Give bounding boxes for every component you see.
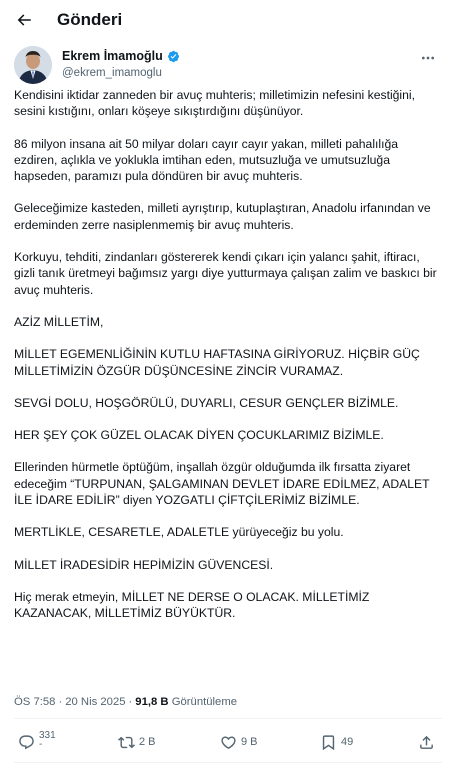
reply-button[interactable] (18, 725, 56, 759)
reply-bubble-icon (18, 734, 35, 751)
tweet-paragraph: Kendisini iktidar zanneden bir avuç muhteris; milletimizin nefesini kestiğini, sesini kıstığını, onları köşeye sıkıştırdığını düşünüyor. (14, 88, 416, 119)
divider (14, 718, 442, 719)
arrow-left-icon (15, 11, 33, 29)
tweet-paragraph: SEVGİ DOLU, HOŞGÖRÜLÜ, DUYARLI, CESUR GENÇLER BİZİMLE. (14, 395, 399, 410)
tweet-paragraph: Hiç merak etmeyin, MİLLET NE DERSE O OLACAK. MİLLETİMİZ KAZANACAK, MİLLETİMİZ BÜYÜKTÜR. (14, 589, 370, 621)
bookmark-button[interactable] (320, 725, 353, 759)
tweet-paragraph: Korkuyu, tehditi, zindanları göstererek kendi çıkarı için yalancı şahit, iftiracı, gizli tanık üretmeyi bağımsız yargı diye yutturmaya çalışan zalim ve baskıcı bir avuç muhteris. (14, 250, 437, 297)
tweet-paragraph: Ellerinden hürmetle öptüğüm, inşallah özgür olduğumda ilk fırsatta ziyaret edeceğim “TURPUNAN, ŞALGAMINAN DEVLET İDARE EDİLMEZ, ADALET İLE İDARE EDİLİR” diyen YOZGATLI ÇİFTÇİLERİMİZ BİZİMLE. (14, 460, 430, 508)
author-name[interactable]: Ekrem İmamoğlu (62, 49, 163, 63)
views-label: Görüntüleme (171, 696, 238, 708)
avatar[interactable] (14, 46, 52, 84)
tweet-text (14, 87, 442, 638)
tweet-paragraph: 86 milyon insana ait 50 milyar doları cayır cayır yakan, milleti pahalılığa ezdiren, açlıkla ve yoklukla imtihan eden, mutsuzluğa ve umutsuzluğa hapseden, paramızı pula döndüren bir avuç muhteris. (14, 136, 399, 184)
bookmark-count: 49 (341, 735, 354, 748)
action-bar (14, 725, 440, 759)
bookmark-icon (320, 734, 337, 751)
tweet-date[interactable]: 20 Nis 2025 (65, 696, 126, 708)
back-button[interactable] (12, 8, 36, 32)
tweet-paragraph: AZİZ MİLLETİM, (14, 314, 104, 329)
author-name-row (62, 49, 180, 63)
avatar-image (14, 46, 52, 84)
like-count: 9 B (241, 735, 258, 748)
tweet-paragraph: HER ŞEY ÇOK GÜZEL OLACAK DİYEN ÇOCUKLARIMIZ BİZİMLE. (14, 428, 384, 443)
retweet-count: 2 B (139, 735, 156, 748)
verified-badge-icon (167, 50, 180, 63)
divider (14, 762, 442, 763)
like-button[interactable] (220, 725, 258, 759)
tweet-meta: ÖS 7:58 · 20 Nis 2025 · 91,8 B Görüntüleme (14, 696, 238, 708)
share-button[interactable] (418, 725, 435, 759)
retweet-button[interactable] (118, 725, 156, 759)
heart-icon (220, 734, 237, 751)
tweet-paragraph: MİLLET EGEMENLİĞİNİN KUTLU HAFTASINA GİRİYORUZ. HİÇBİR GÜÇ MİLLETİMİZİN ÖZGÜR DÜŞÜNCESİNE ZİNCİR VURAMAZ. (14, 347, 420, 378)
top-bar (0, 0, 454, 40)
share-upload-icon (418, 734, 435, 751)
author-block (14, 46, 440, 86)
views-count: 91,8 B (135, 696, 169, 708)
tweet-paragraph: MERTLİKLE, CESARETLE, ADALETLE yürüyeceğiz bu yolu. (14, 525, 344, 540)
author-handle[interactable]: @ekrem_imamoglu (62, 67, 162, 79)
reply-count: 331 - (39, 730, 56, 750)
tweet-paragraph: Geleceğimize kasteden, milleti ayrıştırıp, kutuplaştıran, Anadolu irfanından ve erdeminden zerre nasiplenmemiş bir avuç muhteris. (14, 201, 431, 232)
tweet-time[interactable]: ÖS 7:58 (14, 696, 56, 708)
tweet-paragraph: MİLLET İRADESİDİR HEPİMİZİN GÜVENCESİ. (14, 557, 274, 572)
retweet-icon (118, 734, 135, 751)
more-options-button[interactable] (418, 50, 438, 66)
more-horizontal-icon (420, 50, 436, 66)
page-title: Gönderi (57, 10, 123, 29)
